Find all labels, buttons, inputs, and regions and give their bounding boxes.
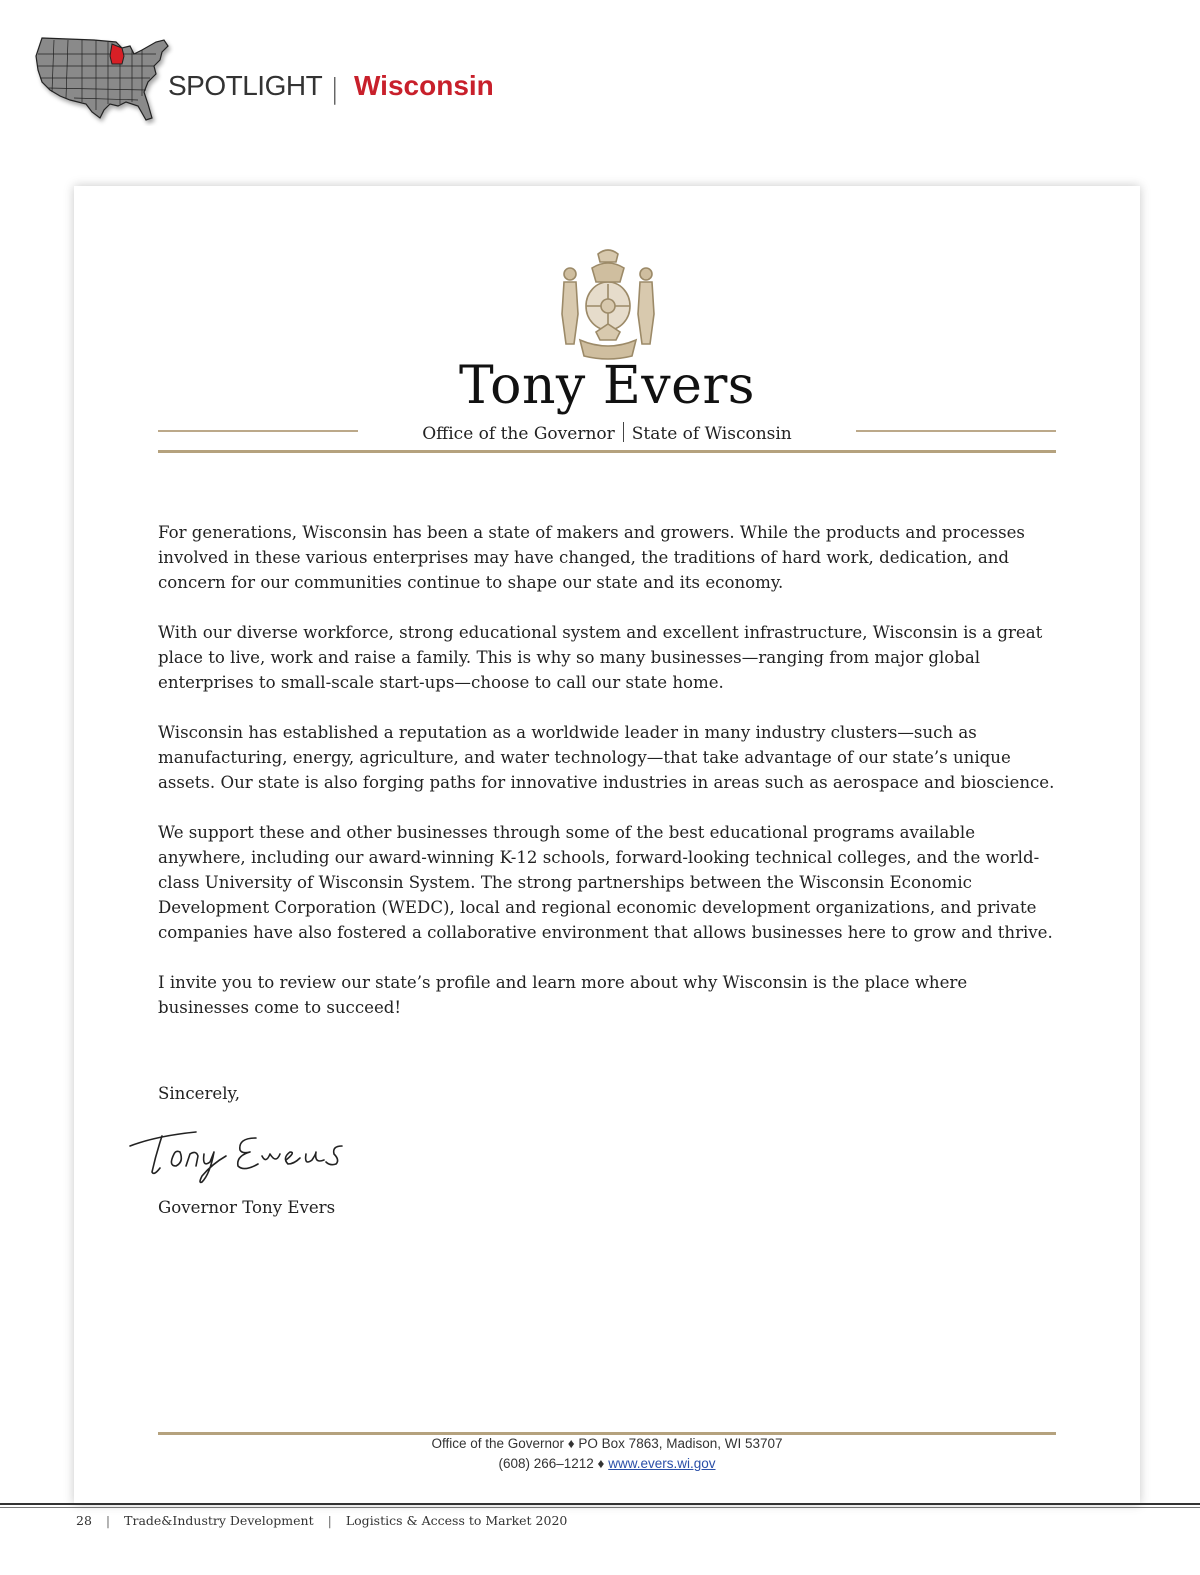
state-label: State of Wisconsin <box>631 424 792 444</box>
letter-footer-rule <box>158 1432 1056 1435</box>
publication-name: Trade&Industry Development <box>124 1513 314 1528</box>
letterhead-rule <box>158 450 1056 453</box>
issue-title: Logistics & Access to Market 2020 <box>345 1513 568 1528</box>
letter-paragraph: We support these and other businesses through some of the best educational programs available anywhere, including our award-winning K-12 schools, forward-looking technical colleges, and the world-class University of Wisconsin System. The strong partnerships between the Wisconsin Economic Development Corporation (WEDC), local and regional economic development organizations, and private companies have also fostered a collaborative environment that allows businesses here to grow and thrive. <box>158 823 1053 942</box>
letter-paragraph: I invite you to review our state’s profile and learn more about why Wisconsin is the place where businesses come to succeed! <box>158 973 968 1017</box>
letter-paragraph: With our diverse workforce, strong educational system and excellent infrastructure, Wisconsin is a great place to live, work and raise a family. This is why so many businesses—ranging from major global enterprises to small-scale start-ups—choose to call our state home. <box>158 623 1043 692</box>
page-header <box>0 0 1200 140</box>
footer-separator: | <box>105 1513 111 1528</box>
letter-paragraph: For generations, Wisconsin has been a state of makers and growers. While the products and processes involved in these various enterprises may have changed, the traditions of hard work, dedication, and concern for our communities continue to shape our state and its economy. <box>158 523 1025 592</box>
letter-footer-phone: (608) 266–1212 ♦ <box>498 1456 605 1471</box>
magazine-footer-rule-thin <box>0 1507 1200 1508</box>
us-map-icon <box>34 34 174 126</box>
letter-body <box>158 520 1058 1045</box>
handwritten-signature <box>126 1124 356 1186</box>
office-divider <box>623 422 624 442</box>
office-line <box>74 422 1140 444</box>
governor-website-link[interactable]: www.evers.wi.gov <box>608 1456 716 1471</box>
spotlight-label: SPOTLIGHT <box>168 70 323 101</box>
footer-separator: | <box>327 1513 332 1528</box>
signer-name: Governor Tony Evers <box>158 1198 336 1217</box>
letter-footer-contact <box>74 1456 1140 1471</box>
letter-footer-address: Office of the Governor ♦ PO Box 7863, Madison, WI 53707 <box>431 1436 783 1451</box>
letter-closing: Sincerely, <box>158 1084 240 1103</box>
governor-letter <box>74 186 1140 1504</box>
wisconsin-state-seal-icon <box>552 244 664 362</box>
office-label: Office of the Governor <box>422 424 615 444</box>
governor-name-heading: Tony Evers <box>458 356 755 416</box>
magazine-footer-rule <box>0 1503 1200 1505</box>
letter-paragraph: Wisconsin has established a reputation as a worldwide leader in many industry clusters—such as manufacturing, energy, agriculture, and water technology—that take advantage of our state’s unique assets. Our state is also forging paths for innovative industries in areas such as aerospace and bioscience. <box>158 723 1055 792</box>
page-number: 28 <box>76 1513 92 1528</box>
spotlight-state-name: Wisconsin <box>354 70 494 101</box>
magazine-footer <box>76 1513 567 1528</box>
header-separator: | <box>330 72 340 105</box>
